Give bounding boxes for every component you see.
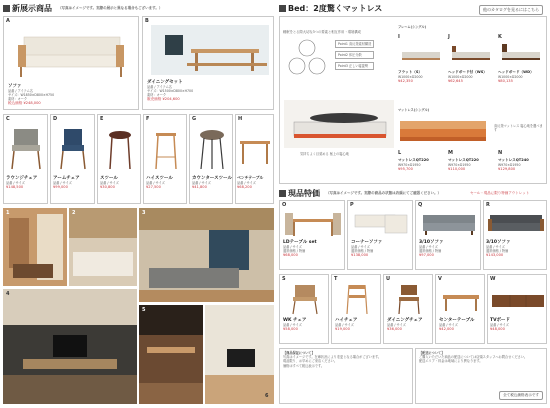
new-products-heading (3, 3, 162, 14)
diagram-title: 睡眠をとる際大切な3つの要素と相互作用・環境構成 (283, 30, 361, 34)
delivery-notes (415, 348, 547, 404)
sofa-dark-image (486, 209, 546, 237)
warranty-title: 【商品保証について】 (283, 351, 315, 355)
product-spec: 品番 / サイズ (6, 181, 25, 185)
point-3: Point3 正しい寝姿勢 (335, 62, 374, 70)
product-spec: 品番 / サイズ (490, 323, 509, 327)
product-name: ラウンジチェア (6, 176, 38, 181)
product-price: ¥143,000 (486, 253, 504, 257)
heading-square-icon (3, 5, 10, 12)
mattress-title (398, 108, 429, 112)
product-price: ¥129,800 (498, 167, 516, 171)
product-spec: W1000×D2000 (398, 75, 423, 79)
frame-image (448, 44, 494, 68)
heading-square-icon (279, 190, 286, 197)
specials-heading (279, 188, 441, 199)
product-name: ダイニングセット (147, 80, 183, 85)
special-card-w[interactable] (487, 274, 547, 344)
product-name: カウンタースツール (192, 176, 233, 181)
product-card-g[interactable] (189, 114, 233, 204)
product-label: F (146, 116, 150, 122)
product-name: ダイニングチェア (387, 318, 423, 323)
new-products-note: （写真はイメージです。実際の展示と異なる場合もございます。） (58, 6, 163, 10)
product-price: ¥148,500 (6, 185, 24, 189)
showroom-photo-1[interactable] (3, 208, 67, 286)
sofa-gray-image (419, 209, 479, 237)
product-price: ¥68,000 (283, 253, 298, 257)
product-spec: 品番 / サイズ (439, 323, 458, 327)
tv-board-image (490, 283, 546, 315)
product-price: ¥62,645 (448, 79, 463, 83)
point-2: Point2 体圧分散 (335, 51, 374, 59)
product-price: ¥41,800 (192, 185, 207, 189)
product-label: V (438, 276, 442, 282)
mattress-title-text: マットレス(シングル) (398, 108, 430, 112)
product-price: ¥27,500 (146, 185, 161, 189)
product-spec: 通常価格 / 特価 (283, 249, 306, 253)
product-label: I (398, 34, 400, 40)
frame-image (498, 44, 544, 68)
product-spec: 品番 / サイズ (486, 245, 505, 249)
armchair-image (53, 125, 93, 171)
showroom-photo-4[interactable] (3, 289, 137, 404)
special-card-o[interactable] (279, 200, 345, 270)
product-name: ヘッドボード付（WS） (448, 70, 487, 74)
product-card-c[interactable] (3, 114, 48, 204)
product-label: K (498, 34, 502, 40)
special-card-v[interactable] (435, 274, 485, 344)
frame-card-k[interactable] (498, 34, 546, 104)
product-label: D (53, 116, 58, 122)
product-name: アームチェア (53, 176, 80, 181)
product-label: N (498, 150, 503, 156)
product-spec: 通常価格 / 特価 (351, 249, 374, 253)
product-price: ¥110,000 (448, 167, 466, 171)
sleep-diagram (283, 30, 393, 90)
product-price: ¥58,000 (283, 327, 298, 331)
product-spec: 素材：オーク (147, 93, 167, 97)
product-name: スツール (100, 176, 118, 181)
photo-number: 3 (142, 210, 146, 216)
triangle-diagram-icon (283, 38, 331, 82)
product-spec: 品番 / サイズ (192, 181, 211, 185)
product-name: ベンチテーブル (237, 175, 264, 180)
mattress-note: 高反発マットレス 寝心地を選べます (494, 124, 543, 132)
product-price: 税込価格 ¥248,000 (8, 101, 41, 105)
product-spec: 品番 / サイズ (53, 181, 72, 185)
mattress-card-l[interactable] (398, 150, 446, 182)
tax-included-button[interactable]: 全て税込価格表示です (499, 391, 543, 400)
mattress-photo (284, 100, 394, 148)
product-label: E (100, 116, 104, 122)
dining-chair-image (387, 283, 431, 315)
sofa-image (16, 31, 126, 79)
delivery-line: 配送エリア・料金は地域により異なります。 (419, 359, 483, 364)
product-spec: 品番 / サイズ (283, 323, 302, 327)
product-price: ¥30,800 (100, 185, 115, 189)
product-price: ¥42,000 (439, 327, 454, 331)
product-label: J (448, 34, 450, 40)
high-stool-image (146, 125, 186, 171)
mattress-cross-section-image (400, 117, 490, 145)
photo-number: 6 (265, 393, 269, 399)
showroom-photo-5[interactable] (139, 305, 203, 404)
product-name: 3/10ソファ (419, 240, 444, 245)
product-label: B (145, 18, 149, 24)
product-card-b[interactable] (142, 16, 274, 110)
product-name: ヘッドボード（WD） (498, 70, 534, 74)
specials-title: 現品特価 (288, 189, 320, 198)
specials-tag: セール・現品に限り特価アウトレット (470, 191, 530, 195)
showroom-photo-2[interactable] (69, 208, 137, 286)
mattress-card-m[interactable] (448, 150, 496, 182)
corner-sofa-image (351, 209, 411, 237)
bed-caption: 気持ちよく目覚める 極上の寝心地 (300, 152, 349, 156)
frame-card-j[interactable] (448, 34, 496, 104)
product-spec: サイズ：W1850×D800×H750 (8, 93, 55, 97)
product-label: O (282, 202, 287, 208)
product-card-h[interactable] (235, 114, 274, 204)
product-spec: W970×D1950 (448, 163, 471, 167)
product-spec: 品番 / サイズ (100, 181, 119, 185)
special-card-q[interactable] (415, 200, 481, 270)
product-spec: 品番 / サイズ (387, 323, 406, 327)
special-card-p[interactable] (347, 200, 413, 270)
product-card-d[interactable] (50, 114, 95, 204)
product-label: L (398, 150, 402, 156)
product-spec: 品番 / サイズ (335, 323, 354, 327)
product-name: ハイスツール (146, 176, 173, 181)
product-label: G (192, 116, 197, 122)
special-card-r[interactable] (483, 200, 547, 270)
specials-note: （写真はイメージです。実際の商品の状態は店頭にてご確認ください。） (326, 191, 442, 195)
product-label: Q (418, 202, 423, 208)
product-price: ¥68,200 (237, 185, 252, 189)
product-price: ¥42,350 (398, 79, 413, 83)
stool-image (100, 125, 140, 171)
product-price: ¥97,000 (419, 253, 434, 257)
product-spec: 通常価格 / 特価 (419, 249, 442, 253)
product-price: ¥48,000 (490, 327, 505, 331)
wk-chair-image (283, 283, 327, 315)
product-label: S (282, 276, 286, 282)
product-spec: W1000×D2000 (498, 75, 523, 79)
frame-title-text: フレーム(シングル) (398, 25, 427, 29)
delivery-line: ご購入いただいた商品の配送については店頭スタッフへお問合せください。 (419, 355, 528, 360)
photo-number: 4 (6, 291, 10, 297)
heading-square-icon (279, 5, 286, 12)
warranty-line: 写真はイメージです。在庫状況により変更となる場合がございます。 (283, 355, 382, 360)
product-label: W (490, 276, 496, 282)
product-spec: W970×D1950 (398, 163, 421, 167)
product-spec: 品番 / サイズ (351, 245, 370, 249)
warranty-line: 価格はすべて税込表示です。 (283, 363, 325, 368)
product-price: ¥99,000 (53, 185, 68, 189)
product-name: ハイチェア (335, 318, 358, 323)
product-name: LDテーブル set (283, 240, 317, 245)
product-price: ¥138,000 (351, 253, 369, 257)
product-label: H (238, 116, 243, 122)
product-name: マットレスQT220 (448, 158, 479, 162)
center-table-image (439, 283, 483, 315)
other-catalog-button[interactable]: 他のカタログを見るにはこちら (479, 5, 543, 15)
product-spec: 品番 / サイズ (419, 245, 438, 249)
product-price: ¥80,135 (498, 79, 513, 83)
product-spec: W1000×D2000 (448, 75, 473, 79)
special-card-u[interactable] (383, 274, 433, 344)
delivery-title: 【配送について】 (419, 351, 445, 355)
product-spec: 品番 / サイズ (146, 181, 165, 185)
product-label: A (6, 18, 10, 24)
product-name: 3/10ソファ (486, 240, 511, 245)
dining-set-image (151, 25, 269, 75)
product-spec: サイズ：W1500×D800×H700 (147, 89, 194, 93)
high-chair-image (335, 283, 379, 315)
photo-number: 1 (6, 210, 10, 216)
bed-heading (279, 3, 382, 14)
product-card-a[interactable] (3, 16, 139, 110)
product-name: フラット（S） (398, 70, 423, 74)
product-spec: 品番 / サイズ (237, 181, 256, 185)
product-spec: 通常価格 / 特価 (486, 249, 509, 253)
product-label: R (486, 202, 490, 208)
product-spec: 素材：オーク (8, 97, 28, 101)
product-card-e[interactable] (97, 114, 141, 204)
bed-title: Bed：2度驚くマットレス (288, 4, 383, 13)
special-card-s[interactable] (279, 274, 329, 344)
warranty-notes (279, 348, 413, 404)
product-price: 販売価格 ¥204,600 (147, 97, 180, 101)
showroom-photo-3[interactable] (139, 208, 274, 302)
special-card-t[interactable] (331, 274, 381, 344)
product-name: センターテーブル (439, 318, 475, 323)
product-label: P (350, 202, 354, 208)
frame-title (398, 25, 426, 29)
photo-number: 5 (142, 307, 146, 313)
product-label: M (448, 150, 453, 156)
product-name: コーナーソファ (351, 240, 383, 245)
photo-number: 2 (72, 210, 76, 216)
product-spec: 品番 / アイテム名 (147, 85, 172, 89)
ld-table-set-image (283, 209, 343, 237)
product-name: TVボード (490, 318, 511, 323)
warranty-line: 現品限り、お早めにご来店ください。 (283, 359, 338, 364)
new-products-title: 新展示商品 (12, 4, 52, 13)
counter-stool-image (192, 125, 232, 171)
point-1: Point1 高反発素材構造 (335, 40, 374, 48)
product-spec: W970×D1950 (498, 163, 521, 167)
product-name: マットレスQT240 (498, 158, 529, 162)
product-label: T (334, 276, 338, 282)
frame-image (398, 44, 444, 68)
showroom-photo-6[interactable] (205, 305, 274, 404)
product-spec: 品番 / アイテム名 (8, 89, 33, 93)
product-price: ¥19,000 (335, 327, 350, 331)
mattress-card-n[interactable] (498, 150, 546, 182)
bench-table-image (237, 125, 273, 171)
frame-card-i[interactable] (398, 34, 446, 104)
product-name: マットレスQT220 (398, 158, 429, 162)
product-spec: 品番 / サイズ (283, 245, 302, 249)
lounge-chair-image (6, 125, 46, 171)
product-price: ¥36,000 (387, 327, 402, 331)
product-name: WK チェア (283, 318, 307, 323)
product-card-f[interactable] (143, 114, 187, 204)
product-price: ¥95,700 (398, 167, 413, 171)
product-name: ソファ (8, 84, 22, 89)
product-label: U (386, 276, 391, 282)
product-label: C (6, 116, 10, 122)
